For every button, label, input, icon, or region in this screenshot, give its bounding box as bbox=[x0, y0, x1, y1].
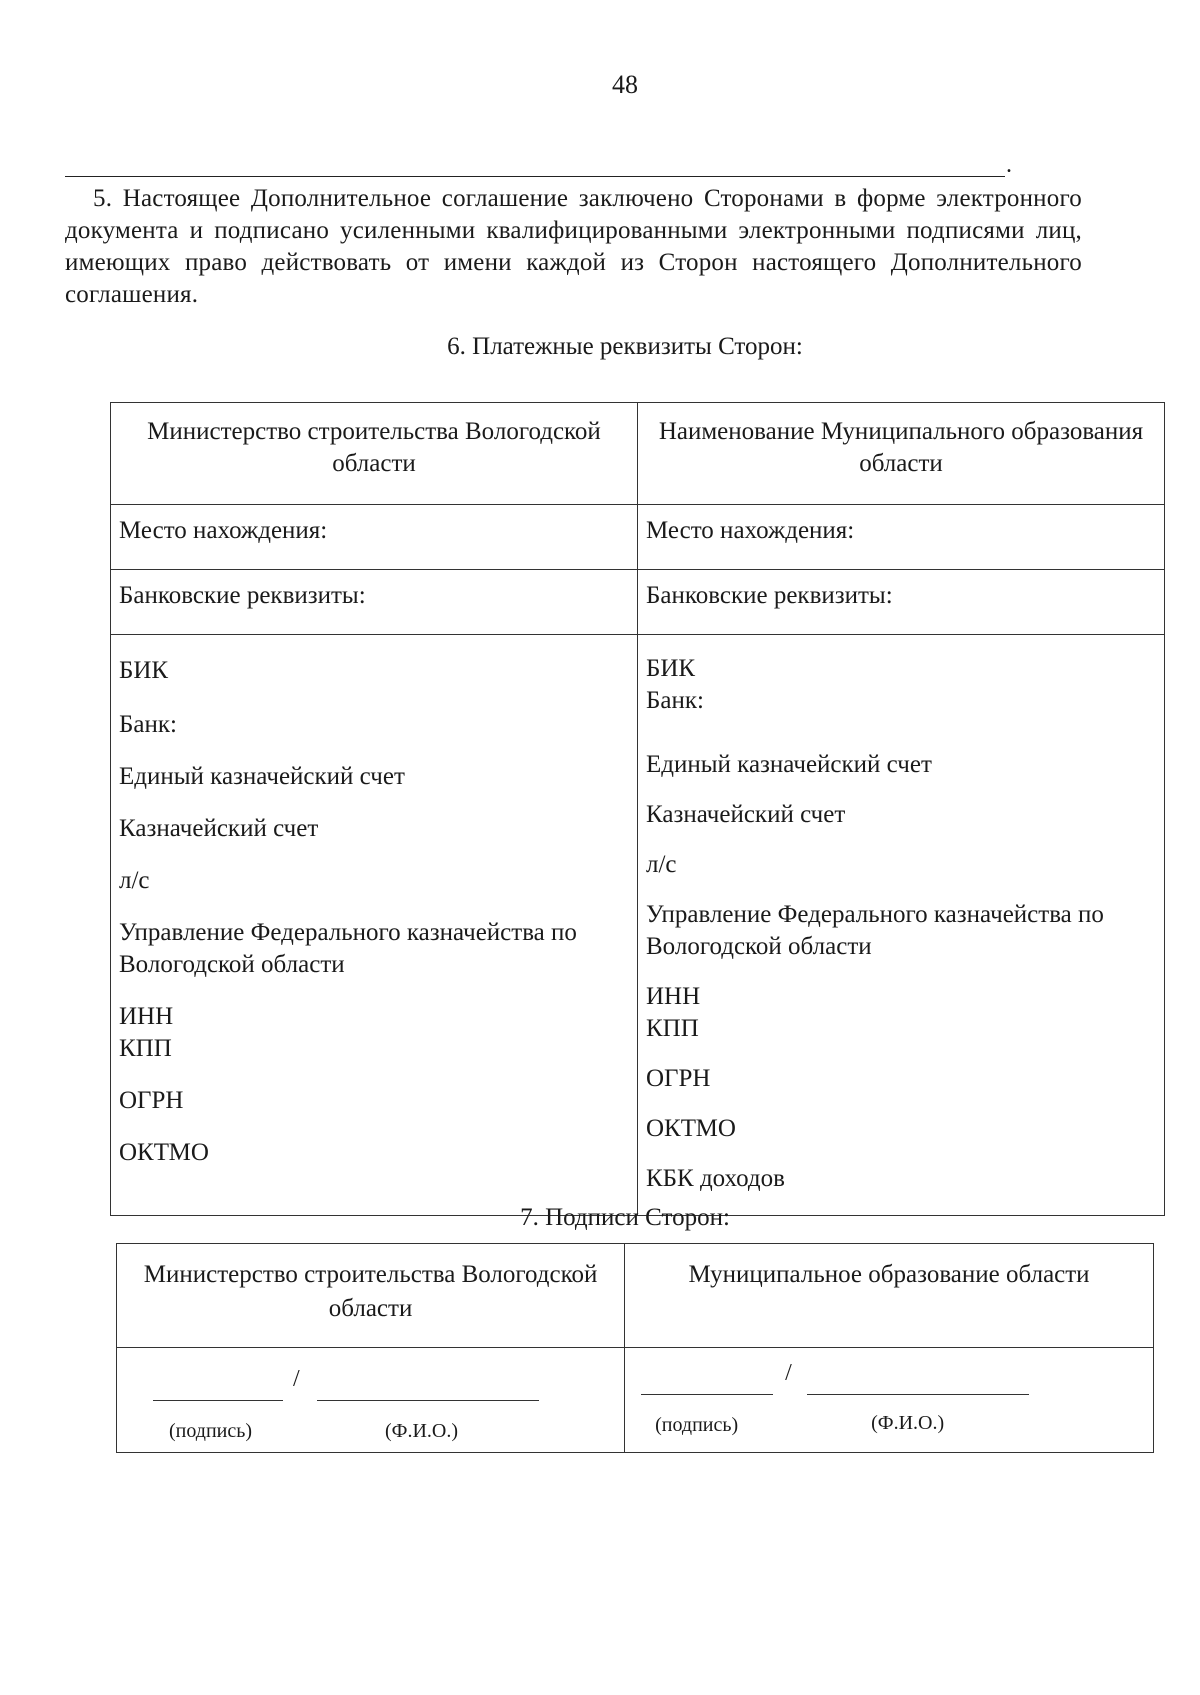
left-field-inn: ИНН bbox=[119, 1003, 174, 1030]
page-number: 48 bbox=[612, 70, 638, 99]
left-party-header: Министерство строительства Вологодской области bbox=[111, 403, 638, 505]
right-field-kbk-income: КБК доходов bbox=[646, 1165, 785, 1192]
left-name-line bbox=[317, 1400, 539, 1401]
right-field-bank: Банк: bbox=[646, 687, 704, 714]
left-location: Место нахождения: bbox=[111, 505, 638, 570]
right-field-ogrn: ОГРН bbox=[646, 1065, 711, 1092]
right-name-caption: (Ф.И.О.) bbox=[871, 1412, 945, 1434]
top-dot: . bbox=[1006, 152, 1012, 178]
section-6-title: 6. Платежные реквизиты Сторон: bbox=[447, 333, 803, 360]
right-name-line bbox=[807, 1394, 1029, 1395]
right-bank-fields bbox=[638, 635, 1165, 1216]
left-signature-caption: (подпись) bbox=[169, 1420, 253, 1442]
left-field-bank: Банк: bbox=[119, 711, 177, 738]
left-field-ogrn: ОГРН bbox=[119, 1087, 184, 1114]
left-field-personal-account: л/с bbox=[119, 867, 150, 894]
left-signature-line bbox=[153, 1400, 283, 1401]
right-signature-header: Муниципальное образование области bbox=[625, 1244, 1154, 1348]
left-field-oktmo: ОКТМО bbox=[119, 1139, 209, 1166]
right-field-kpp: КПП bbox=[646, 1015, 699, 1042]
left-signature-header: Министерство строительства Вологодской области bbox=[117, 1244, 625, 1348]
left-bank-details: Банковские реквизиты: bbox=[111, 570, 638, 635]
section-7-title: 7. Подписи Сторон: bbox=[520, 1204, 730, 1231]
requisites-table bbox=[110, 402, 1165, 1216]
left-field-treasury-account: Казначейский счет bbox=[119, 815, 319, 842]
right-field-inn: ИНН bbox=[646, 983, 701, 1010]
left-field-single-treasury-account: Единый казначейский счет bbox=[119, 763, 405, 790]
right-field-bik: БИК bbox=[646, 655, 696, 682]
right-slash: / bbox=[785, 1360, 792, 1386]
left-field-treasury-department: Управление Федерального казначейства по Вологодской области bbox=[119, 919, 577, 978]
left-field-bik: БИК bbox=[119, 657, 169, 684]
right-field-oktmo: ОКТМО bbox=[646, 1115, 736, 1142]
right-field-treasury-account: Казначейский счет bbox=[646, 801, 846, 828]
right-location: Место нахождения: bbox=[638, 505, 1165, 570]
right-field-personal-account: л/с bbox=[646, 851, 677, 878]
left-field-kpp: КПП bbox=[119, 1035, 172, 1062]
left-bank-fields bbox=[111, 635, 638, 1216]
right-field-treasury-department: Управление Федерального казначейства по Вологодской области bbox=[646, 901, 1104, 960]
right-party-header: Наименование Муниципального образования области bbox=[638, 403, 1165, 505]
left-name-caption: (Ф.И.О.) bbox=[385, 1420, 459, 1442]
left-signature-block bbox=[117, 1348, 625, 1453]
paragraph-5: 5. Настоящее Дополнительное соглашение заключено Сторонами в форме электронного документа и подписано усиленными квалифицированными электронными подписями лиц, имеющих право действовать от имени каждой из Сторон настоящего Дополнительного соглашения. bbox=[65, 185, 1082, 308]
signatures-table bbox=[116, 1243, 1154, 1453]
right-signature-caption: (подпись) bbox=[655, 1414, 739, 1436]
right-signature-line bbox=[641, 1394, 773, 1395]
right-bank-details: Банковские реквизиты: bbox=[638, 570, 1165, 635]
top-rule bbox=[65, 176, 1005, 177]
left-slash: / bbox=[293, 1366, 300, 1392]
right-signature-block bbox=[625, 1348, 1154, 1453]
right-field-single-treasury-account: Единый казначейский счет bbox=[646, 751, 932, 778]
